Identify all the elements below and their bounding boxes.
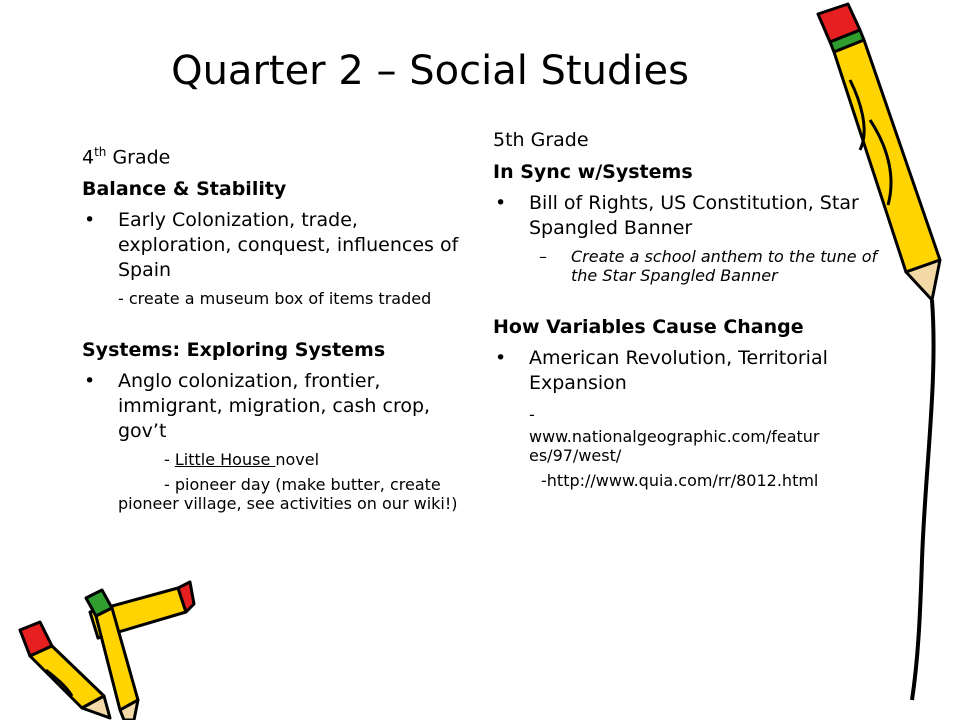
bullet-item: • American Revolution, Territorial Expansion <box>495 347 828 394</box>
sub-item: – Create a school anthem to the tune of the Star Spangled Banner <box>539 247 878 285</box>
bullet-item: • Early Colonization, trade, exploration, conquest, influences of Spain <box>84 209 459 282</box>
nationalgeographic-link[interactable]: www.nationalgeographic.com/featur es/97/west/ <box>529 427 820 465</box>
sub-item: - create a museum box of items traded <box>118 289 432 309</box>
in-sync-systems-heading: In Sync w/Systems <box>493 161 693 183</box>
pencil-icon-top-right <box>800 0 960 720</box>
slide-title: Quarter 2 – Social Studies <box>171 48 689 94</box>
quia-link[interactable]: -http://www.quia.com/rr/8012.html <box>541 471 819 490</box>
pencils-icon-bottom-left <box>0 560 200 720</box>
balance-stability-heading: Balance & Stability <box>82 178 287 201</box>
sub-item: - Little House novel <box>164 450 320 470</box>
sub-item: - pioneer day (make butter, create pioneer village, see activities on our wiki!) <box>118 475 458 514</box>
fourth-grade-label: 4th Grade <box>82 145 171 169</box>
little-house-link[interactable]: Little House <box>174 450 276 470</box>
dash-line: - <box>529 405 535 424</box>
bullet-item: • Anglo colonization, frontier, immigrant, migration, cash crop, gov’t <box>84 370 431 443</box>
fourth-grade-column <box>82 140 462 519</box>
fifth-grade-label: 5th Grade <box>493 129 589 151</box>
variables-change-heading: How Variables Cause Change <box>493 316 804 338</box>
bullet-item: • Bill of Rights, US Constitution, Star Spangled Banner <box>495 192 859 239</box>
exploring-systems-heading: Systems: Exploring Systems <box>82 339 386 362</box>
